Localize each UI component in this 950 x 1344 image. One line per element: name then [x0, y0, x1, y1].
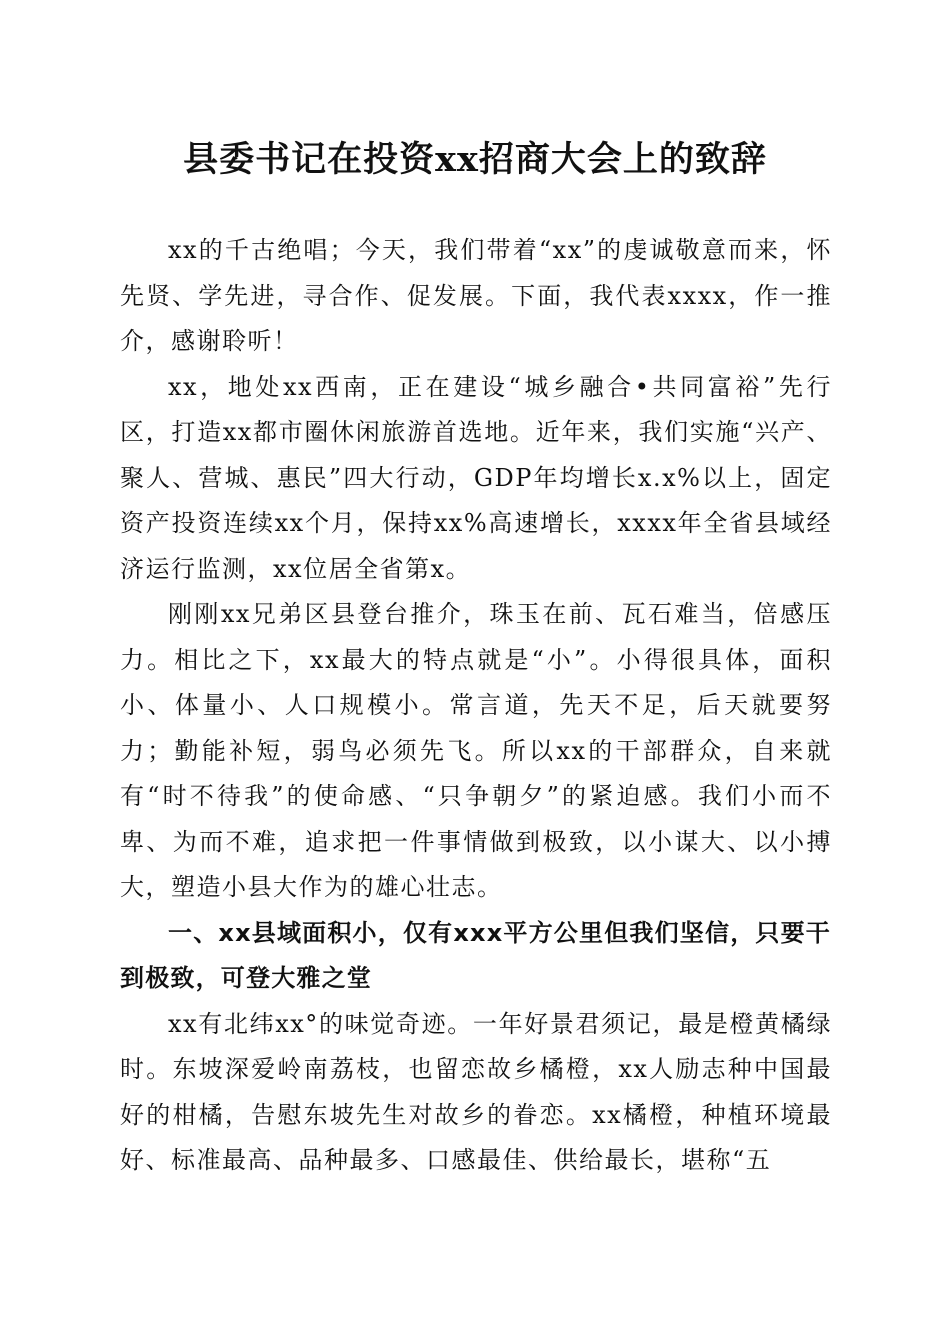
paragraph-citrus: xx有北纬xx°的味觉奇迹。一年好景君须记，最是橙黄橘绿时。东坡深爱岭南荔枝，也留恋故乡橘橙，xx人励志种中国最好的柑橘，告慰东坡先生对故乡的眷恋。xx橘橙，种植环境最好、标准最高、品种最多、口感最佳、供给最长，堪称“五: [120, 1009, 832, 1174]
paragraph-overview: xx，地处xx西南，正在建设“城乡融合•共同富裕”先行区，打造xx都市圈休闲旅游首选地。近年来，我们实施“兴产、聚人、营城、惠民”四大行动，GDP年均增长x.x%以上，固定资产投资连续xx个月，保持xx%高速增长，xxxx年全省县域经济运行监测，xx位居全省第x。: [120, 372, 832, 583]
paragraph-characteristics: 刚刚xx兄弟区县登台推介，珠玉在前、瓦石难当，倍感压力。相比之下，xx最大的特点就是“小”。小得很具体，面积小、体量小、人口规模小。常言道，先天不足，后天就要努力；勤能补短，弱鸟必须先飞。所以xx的干部群众，自来就有“时不待我”的使命感、“只争朝夕”的紧迫感。我们小而不卑、为而不难，追求把一件事情做到极致，以小谋大、以小搏大，塑造小县大作为的雄心壮志。: [120, 600, 832, 901]
paragraph-intro: xx的千古绝唱；今天，我们带着“xx”的虔诚敬意而来，怀先贤、学先进，寻合作、促发展。下面，我代表xxxx，作一推介，感谢聆听！: [120, 236, 832, 355]
document-body: [120, 228, 832, 1184]
document-title: 县委书记在投资xx招商大会上的致辞: [183, 139, 767, 180]
section-heading-1: 一、xx县域面积小，仅有xxx平方公里但我们坚信，只要干到极致，可登大雅之堂: [120, 918, 832, 992]
